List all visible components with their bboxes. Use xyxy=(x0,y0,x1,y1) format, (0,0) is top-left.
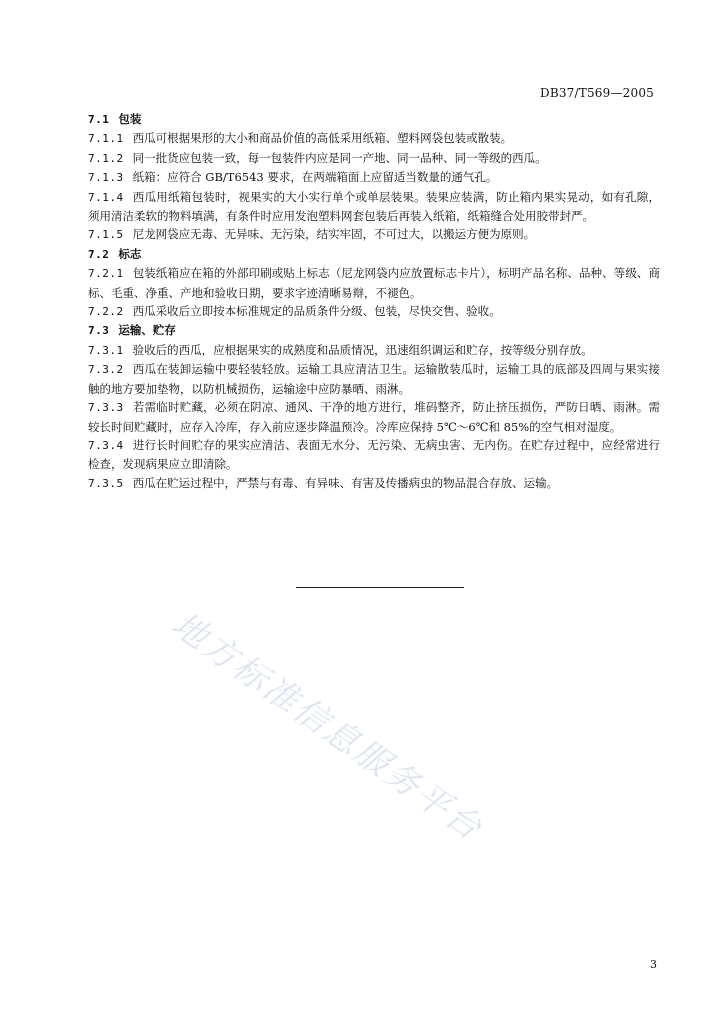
clause-paragraph xyxy=(88,398,660,436)
clause-paragraph xyxy=(88,129,660,148)
clause-number: 7.3.4 xyxy=(88,438,124,452)
clause-number: 7.1.3 xyxy=(88,171,124,185)
clause-paragraph xyxy=(88,302,660,321)
document-body xyxy=(88,110,660,493)
clause-text: 同一批货应包装一致，每一包装件内应是同一产地、同一品种、同一等级的西瓜。 xyxy=(132,150,547,165)
clause-number: 7.1.5 xyxy=(88,228,124,242)
clause-text: 西瓜采收后立即按本标准规定的品质条件分级、包装，尽快交售、验收。 xyxy=(132,304,501,319)
clause-text: 西瓜在贮运过程中，严禁与有毒、有异味、有害及传播病虫的物品混合存放、运输。 xyxy=(132,475,559,490)
document-code: DB37/T569—2005 xyxy=(540,86,654,100)
section-number: 7.1 xyxy=(88,113,110,126)
clause-text: 尼龙网袋应无毒、无异味、无污染，结实牢固，不可过大，以搬运方便为原则。 xyxy=(132,227,536,242)
clause-number: 7.1.4 xyxy=(88,190,124,204)
page-number: 3 xyxy=(650,958,657,971)
section-number: 7.3 xyxy=(88,324,110,338)
clause-paragraph xyxy=(88,188,660,226)
clause-number: 7.1.2 xyxy=(88,151,124,165)
clause-number: 7.1.1 xyxy=(88,132,124,146)
clause-number: 7.2.1 xyxy=(88,267,124,281)
clause-number: 7.3.2 xyxy=(88,363,124,377)
watermark: 地方标准信息服务平台 xyxy=(164,604,491,850)
clause-text: 西瓜可根据果形的大小和商品价值的高低采用纸箱、塑料网袋包装或散装。 xyxy=(132,131,513,146)
clause-paragraph xyxy=(88,341,660,360)
clause-text: 进行长时间贮存的果实应清洁、表面无水分、无污染、无病虫害、无内伤。在贮存过程中，应经常进行检查，发现病果应立即清除。 xyxy=(88,437,660,472)
clause-paragraph xyxy=(88,149,660,168)
clause-text: 若需临时贮藏，必须在阴凉、通风、干净的地方进行，堆码整齐，防止挤压损伤，严防日晒、雨淋。需较长时间贮藏时，应存入冷库，存入前应逐步降温预冷。冷库应保持 5℃～6℃和 85%的空气相对湿度。 xyxy=(88,400,660,434)
clause-text: 纸箱：应符合 GB/T6543 要求，在两端箱面上应留适当数量的通气孔。 xyxy=(132,170,498,185)
clause-paragraph xyxy=(88,360,660,398)
clause-number: 7.3.3 xyxy=(88,401,124,415)
clause-paragraph xyxy=(88,474,660,493)
clause-paragraph xyxy=(88,168,660,187)
section-heading xyxy=(88,110,660,129)
end-separator-line xyxy=(296,587,464,588)
clause-text: 西瓜在装卸运输中要轻装轻放。运输工具应清洁卫生。运输散装瓜时，运输工具的底部及四周与果实接触的地方要加垫物，以防机械损伤，运输途中应防暴晒、雨淋。 xyxy=(88,362,660,396)
section-title: 包装 xyxy=(118,112,142,126)
clause-text: 包装纸箱应在箱的外部印刷或贴上标志（尼龙网袋内应放置标志卡片），标明产品名称、品种、等级、商标、毛重、净重、产地和验收日期，要求字迹清晰易辩，不褪色。 xyxy=(88,266,660,300)
clause-paragraph xyxy=(88,264,660,302)
clause-number: 7.3.1 xyxy=(88,343,124,357)
section-heading xyxy=(88,245,660,264)
clause-text: 验收后的西瓜，应根据果实的成熟度和品质情况，迅速组织调运和贮存，按等级分别存放。 xyxy=(132,342,593,357)
section-heading xyxy=(88,321,660,340)
section-title: 运输、贮存 xyxy=(118,323,176,338)
clause-text: 西瓜用纸箱包装时，视果实的大小实行单个或单层装果。装果应装满，防止箱内果实晃动，如有孔隙，须用清洁柔软的物料填满，有条件时应用发泡塑料网套包装后再装入纸箱，纸箱缝合处用胶带封严。 xyxy=(88,189,660,224)
section-title: 标志 xyxy=(118,246,142,261)
clause-paragraph xyxy=(88,225,660,244)
section-number: 7.2 xyxy=(88,247,110,261)
clause-number: 7.3.5 xyxy=(88,476,124,490)
clause-paragraph xyxy=(88,436,660,474)
clause-number: 7.2.2 xyxy=(88,305,124,319)
